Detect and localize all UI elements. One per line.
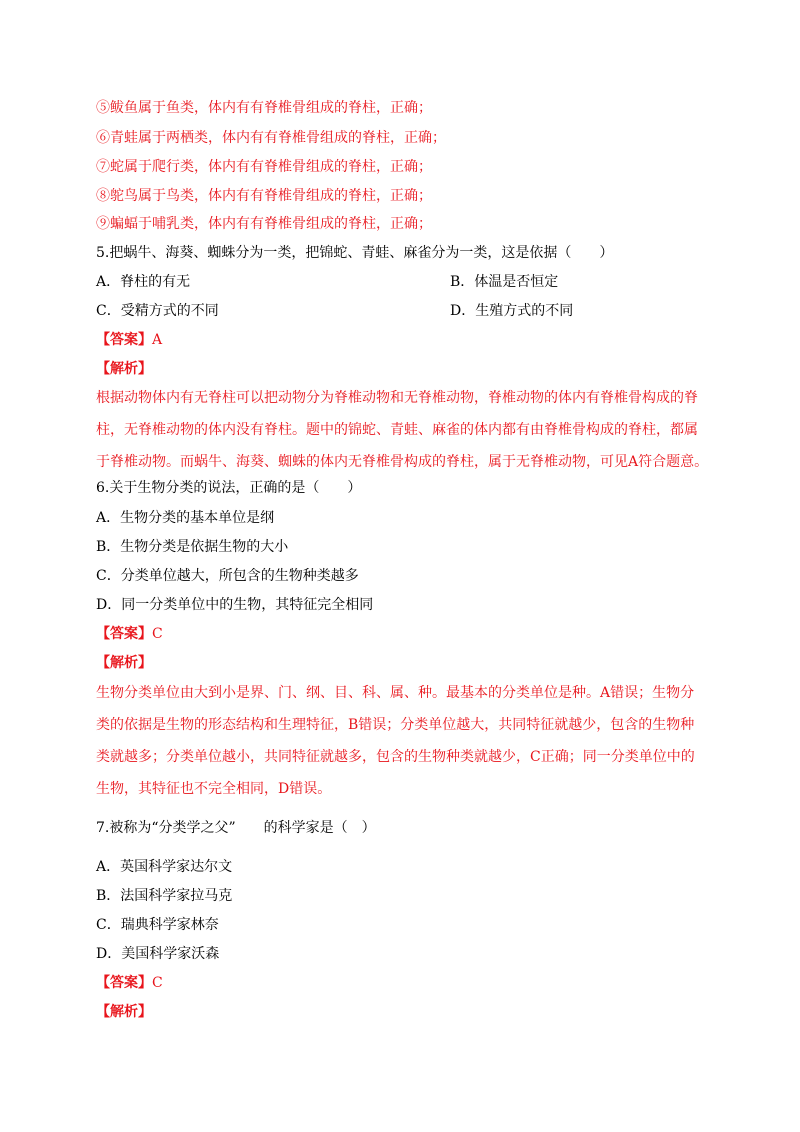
analysis-line: 根据动物体内有无脊柱可以把动物分为脊椎动物和无脊椎动物，脊椎动物的体内有脊椎骨构成的脊 [96, 390, 698, 406]
answer-value: A [152, 332, 163, 348]
question-7-option-c: C．瑞典科学家林奈 [96, 917, 219, 933]
analysis-line: 生物分类单位由大到小是界、门、纲、目、科、属、种。最基本的分类单位是种。A错误；生物分 [96, 685, 695, 701]
intro-line-5: ⑤鲅鱼属于鱼类，体内有有脊椎骨组成的脊柱，正确； [96, 100, 432, 116]
question-5-analysis-label: 【解析】 [96, 361, 152, 377]
intro-line-9: ⑨蝙蝠于哺乳类，体内有有脊椎骨组成的脊柱，正确； [96, 216, 432, 232]
question-7-stem: 7.被称为“分类学之父” 的科学家是（ ） [96, 820, 376, 836]
question-5-stem: 5.把蜗牛、海葵、蜘蛛分为一类，把锦蛇、青蛙、麻雀分为一类，这是依据（ ） [96, 245, 614, 261]
question-7-option-a: A．英国科学家达尔文 [96, 859, 233, 875]
question-6-option-a: A．生物分类的基本单位是纲 [96, 510, 275, 526]
question-6-option-b: B．生物分类是依据生物的大小 [96, 539, 289, 555]
question-7-option-d: D．美国科学家沃森 [96, 946, 220, 962]
question-6-answer [96, 624, 163, 644]
question-6-stem: 6.关于生物分类的说法，正确的是（ ） [96, 480, 362, 496]
question-6-analysis-label: 【解析】 [96, 655, 152, 671]
question-5-option-d: D．生殖方式的不同 [450, 303, 574, 319]
analysis-line: 类就越多；分类单位越小，共同特征就越多，包含的生物种类就越少，C正确；同一分类单位中的 [96, 749, 695, 765]
intro-line-8: ⑧鸵鸟属于鸟类，体内有有脊椎骨组成的脊柱，正确； [96, 188, 432, 204]
question-6-option-d: D．同一分类单位中的生物，其特征完全相同 [96, 597, 374, 613]
question-5-answer [96, 330, 162, 350]
question-5-analysis [96, 382, 708, 478]
question-7-analysis-label: 【解析】 [96, 1004, 152, 1020]
intro-line-7: ⑦蛇属于爬行类，体内有有脊椎骨组成的脊柱，正确； [96, 159, 432, 175]
answer-label: 【答案】 [96, 332, 152, 348]
analysis-line: 于脊椎动物。而蜗牛、海葵、蜘蛛的体内无脊椎骨构成的脊柱，属于无脊椎动物，可见A符合题意。 [96, 454, 709, 470]
question-6-analysis [96, 677, 708, 805]
answer-value: C [152, 626, 163, 642]
question-6-option-c: C．分类单位越大，所包含的生物种类越多 [96, 568, 359, 584]
question-5-option-c: C．受精方式的不同 [96, 303, 219, 319]
analysis-line: 生物，其特征也不完全相同，D错误。 [96, 781, 332, 797]
question-7-option-b: B．法国科学家拉马克 [96, 888, 233, 904]
analysis-line: 类的依据是生物的形态结构和生理特征，B错误；分类单位越大，共同特征就越少，包含的生物种 [96, 717, 695, 733]
answer-label: 【答案】 [96, 626, 152, 642]
question-7-answer [96, 973, 163, 993]
answer-label: 【答案】 [96, 975, 152, 991]
analysis-line: 柱，无脊椎动物的体内没有脊柱。题中的锦蛇、青蛙、麻雀的体内都有由脊椎骨构成的脊柱，都属 [96, 422, 698, 438]
answer-value: C [152, 975, 163, 991]
question-5-option-a: A．脊柱的有无 [96, 274, 191, 290]
question-5-option-b: B．体温是否恒定 [450, 274, 559, 290]
intro-line-6: ⑥青蛙属于两栖类，体内有有脊椎骨组成的脊柱，正确； [96, 130, 446, 146]
